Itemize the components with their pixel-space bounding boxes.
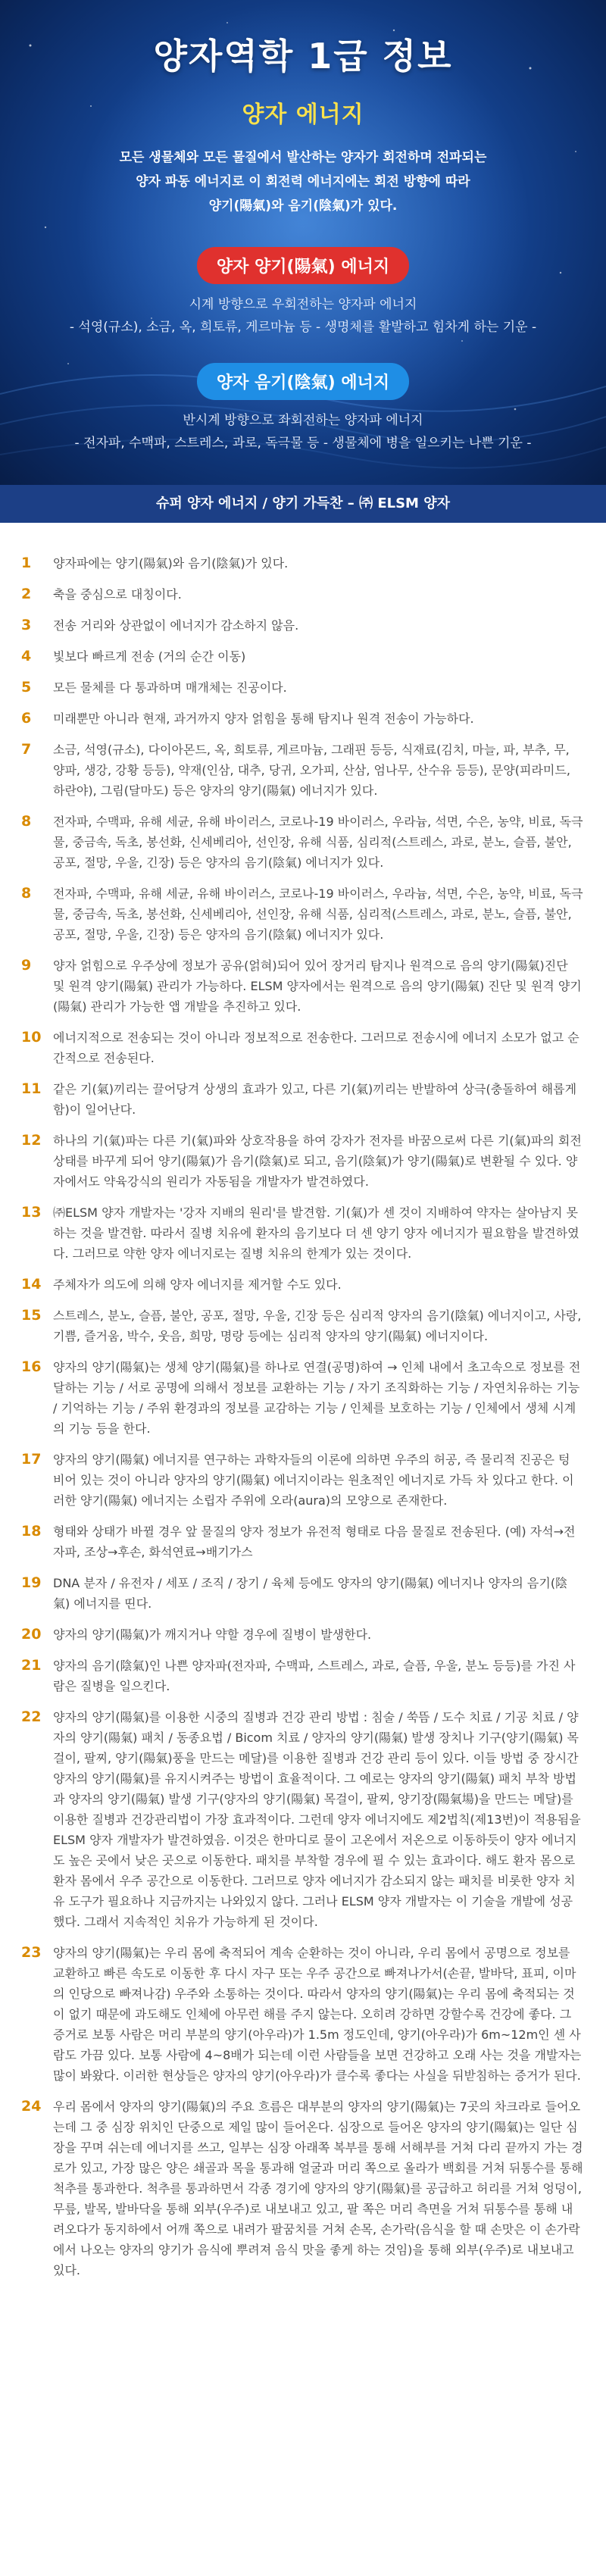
yang-energy-description: [0, 293, 606, 339]
list-item: [21, 646, 583, 667]
intro-line: 모든 생물체와 모든 물질에서 발산하는 양자가 회전하며 전파되는: [119, 150, 487, 165]
item-text: 같은 기(氣)끼리는 끌어당겨 상생의 효과가 있고, 다른 기(氣)끼리는 반발하여 상극(충돌하여 해롭게 함)이 일어난다.: [53, 1082, 577, 1117]
page-subtitle: 양자 에너지: [242, 102, 364, 128]
item-number: 9: [21, 957, 32, 974]
item-number: 19: [21, 1574, 42, 1591]
item-number: 8: [21, 885, 32, 902]
list-item: [21, 1079, 583, 1120]
item-text: 하나의 기(氣)파는 다른 기(氣)파와 상호작용을 하여 강자가 전자를 바꿈으로써 다른 기(氣)파의 회전 상태를 바꾸게 되어 양기(陽氣)가 음기(陰氣)로 되고, 음기(陰氣)가 양기(陽氣)로 변환될 수 있다. 양자에서도 약육강식의 원리가 자동됨을 개발자가 발견하였다.: [53, 1133, 582, 1189]
yang-line: 시계 방향으로 우회전하는 양자파 에너지: [189, 297, 417, 312]
list-item: [21, 708, 583, 729]
item-text: 축을 중심으로 대칭이다.: [53, 587, 182, 602]
hero-section: [0, 0, 606, 485]
item-text: 양자의 양기(陽氣)는 생체 양기(陽氣)를 하나로 연결(공명)하여 → 인체 내에서 초고속으로 정보를 전달하는 기능 / 서로 공명에 의해서 정보를 교환하는 기능 / 자기 조직화하는 기능 / 자연치유하는 기능 / 기억하는 기능 / 주위 환경과의 정보를 교감하는 기능 / 인체를 보호하는 기능 / 인체에서 생체 시계의 기능 등을 한다.: [53, 1360, 581, 1436]
yang-line: - 석영(규소), 소금, 옥, 희토류, 게르마늄 등 - 생명체를 활발하고 힘차게 하는 기운 -: [69, 320, 537, 335]
item-text: 양자 얽힘으로 우주상에 정보가 공유(얽혀)되어 있어 장거리 탐지나 원격으로 음의 양기(陽氣)진단 및 원격 양기(陽氣) 관리가 가능하다. ELSM 양자에서는 원격으로 음의 양기(陽氣) 진단 및 원격 양기(陽氣) 관리가 가능한 앱 개발을 추진하고 있다.: [53, 958, 582, 1014]
list-item: [21, 1707, 583, 1932]
list-item: [21, 883, 583, 945]
item-text: 전자파, 수맥파, 유해 세균, 유해 바이러스, 코로나-19 바이러스, 우라늄, 석면, 수은, 농약, 비료, 독극물, 중금속, 독초, 봉선화, 신세베리아, 선인장, 유해 식품, 심리적(스트레스, 과로, 분노, 슬픔, 불안, 공포, 절망, 우울, 긴장) 등은 양자의 음기(陰氣) 에너지가 있다.: [53, 886, 583, 942]
item-number: 13: [21, 1204, 42, 1221]
item-text: 양자의 음기(陰氣)인 나쁜 양자파(전자파, 수맥파, 스트레스, 과로, 슬픔, 우울, 분노 등등)를 가진 사람은 질병을 일으킨다.: [53, 1658, 576, 1693]
list-item: [21, 1027, 583, 1068]
list-item: [21, 1573, 583, 1614]
item-text: 스트레스, 분노, 슬픔, 불안, 공포, 절망, 우울, 긴장 등은 심리적 양자의 음기(陰氣) 에너지이고, 사랑, 기쁨, 즐거움, 박수, 웃음, 희망, 명랑 등에는 심리적 양자의 양기(陽氣) 에너지이다.: [53, 1308, 582, 1343]
list-item: [21, 1357, 583, 1439]
list-item: [21, 1655, 583, 1696]
item-text: 주체자가 의도에 의해 양자 에너지를 제거할 수도 있다.: [53, 1277, 342, 1292]
item-number: 18: [21, 1523, 42, 1540]
item-number: 8: [21, 813, 32, 830]
list-item: [21, 553, 583, 574]
item-text: 전자파, 수맥파, 유해 세균, 유해 바이러스, 코로나-19 바이러스, 우라늄, 석면, 수은, 농약, 비료, 독극물, 중금속, 독초, 봉선화, 신세베리아, 선인장, 유해 식품, 심리적(스트레스, 과로, 분노, 슬픔, 불안, 공포, 절망, 우울, 긴장) 등은 양자의 음기(陰氣) 에너지가 있다.: [53, 814, 583, 870]
item-text: DNA 분자 / 유전자 / 세포 / 조직 / 장기 / 육체 등에도 양자의 양기(陽氣) 에너지나 양자의 음기(陰氣) 에너지를 띤다.: [53, 1576, 568, 1611]
item-number: 15: [21, 1307, 42, 1324]
intro-line: 양자 파동 에너지로 이 회전력 에너지에는 회전 방향에 따라: [136, 174, 470, 189]
item-text: ㈜ELSM 양자 개발자는 '강자 지배의 원리'를 발견함. 기(氣)가 센 것이 지배하여 약자는 살아남지 못하는 것을 발견함. 따라서 질병 치유에 환자의 음기보다 더 센 양기 양자 에너지가 필요함을 발견하였다. 그러므로 약한 양자 에너지로는 질병 치유의 한계가 있는 것이다.: [53, 1205, 579, 1261]
list-item: [21, 1521, 583, 1562]
list-item: [21, 677, 583, 698]
item-number: 14: [21, 1276, 42, 1293]
item-text: 양자의 양기(陽氣)가 깨지거나 약할 경우에 질병이 발생한다.: [53, 1627, 372, 1642]
item-number: 10: [21, 1029, 42, 1046]
item-text: 에너지적으로 전송되는 것이 아니라 정보적으로 전송한다. 그러므로 전송시에 에너지 소모가 없고 순간적으로 전송된다.: [53, 1030, 579, 1065]
item-text: 소금, 석영(규소), 다이아몬드, 옥, 희토류, 게르마늄, 그래핀 등등, 식재료(김치, 마늘, 파, 부추, 무, 양파, 생강, 강황 등등), 약재(인삼, 대추, 당귀, 오가피, 산삼, 엄나무, 산수유 등등), 문양(피라미드, 하란야), 그림(달마도) 등은 양자의 양기(陽氣) 에너지가 있다.: [53, 742, 570, 798]
numbered-list: [0, 523, 606, 2281]
section-banner: 슈퍼 양자 에너지 / 양기 가득찬 – ㈜ ELSM 양자: [0, 485, 606, 523]
item-text: 모든 물체를 다 통과하며 매개체는 진공이다.: [53, 680, 287, 695]
yang-energy-label: 양자 양기(陽氣) 에너지: [197, 247, 409, 284]
list-item: [21, 584, 583, 605]
yin-line: - 전자파, 수맥파, 스트레스, 과로, 독극물 등 - 생물체에 병을 일으키는 나쁜 기운 -: [74, 436, 532, 451]
item-text: 형태와 상태가 바뀔 경우 앞 물질의 양자 정보가 유전적 형태로 다음 물질로 전송된다. (예) 자석→전자파, 조상→후손, 화석연료→배기가스: [53, 1524, 576, 1559]
item-number: 5: [21, 679, 32, 696]
item-number: 12: [21, 1132, 42, 1149]
list-item: [21, 1624, 583, 1645]
item-number: 23: [21, 1944, 42, 1961]
item-text: 양자의 양기(陽氣)를 이용한 시중의 질병과 건강 관리 방법 : 침술 / 쑥뜸 / 도수 치료 / 기공 치료 / 양자의 양기(陽氣) 패치 / 동종요법 / Bicom 치료 / 양자의 양기(陽氣) 발생 장치나 기구(양기(陽氣) 목걸이, 팔찌, 양기(陽氣)풍을 만드는 메달)를 이용한 질병과 건강 관리 등이 있다. 이들 방법 중 장시간 양자의 양기(陽氣)를 유지시켜주는 방법이 효율적이다. 그 예로는 양자의 양기(陽氣) 패치 부착 방법과 양자의 양기(陽氣) 발생 기구(양자의 양기(陽氣) 목걸이, 팔찌, 양기장(陽氣場)을 만드는 메달)를 이용한 질병과 건강관리법이 가장 효과적이다. 그런데 양자 에너지에도 제2법칙(제13번)이 적용됨을 ELSM 양자 개발자가 발견하였음. 이것은 한마디로 물이 고온에서 저온으로 이동하듯이 양자 에너지도 높은 곳에서 낮은 곳으로 이동한다. 패치를 부착할 경우에 필 수 있는 효과이다. 해도 환자 몸으로 환자 몸에서 우주 공간으로 이동한다. 그러므로 양자 에너지가 감소되지 않는 패치를 비롯한 양자 치유 도구가 필요하나 지금까지는 나와있지 않다. 그러나 ELSM 양자 개발자는 이 기술을 개발에 성공했다. 그래서 지속적인 치유가 가능하게 된 것이다.: [53, 1710, 581, 1929]
item-number: 16: [21, 1358, 42, 1375]
item-number: 22: [21, 1708, 42, 1725]
item-text: 전송 거리와 상관없이 에너지가 감소하지 않음.: [53, 618, 299, 633]
item-number: 6: [21, 710, 32, 727]
list-item: [21, 2096, 583, 2281]
yin-energy-description: [0, 409, 606, 455]
list-item: [21, 1202, 583, 1264]
item-text: 양자의 양기(陽氣) 에너지를 연구하는 과학자들의 이론에 의하면 우주의 허공, 즉 물리적 진공은 텅 비어 있는 것이 아니라 양자의 양기(陽氣) 에너지이라는 원초적인 에너지로 가득 차 있다고 한다. 이러한 양기(陽氣) 에너지는 소립자 주위에 오라(aura)의 모양으로 존재한다.: [53, 1452, 574, 1508]
item-number: 17: [21, 1451, 42, 1468]
list-item: [21, 1130, 583, 1192]
list-item: [21, 1305, 583, 1346]
page-title: 양자역학 1급 정보: [153, 36, 453, 77]
item-number: 21: [21, 1657, 42, 1674]
item-number: 20: [21, 1626, 42, 1643]
intro-text: [0, 145, 606, 218]
list-item: [21, 615, 583, 636]
yin-line: 반시계 방향으로 좌회전하는 양자파 에너지: [183, 413, 423, 428]
list-item: [21, 811, 583, 873]
item-number: 2: [21, 586, 32, 602]
item-text: 양자파에는 양기(陽氣)와 음기(陰氣)가 있다.: [53, 556, 289, 571]
item-number: 11: [21, 1080, 42, 1097]
item-number: 7: [21, 741, 32, 758]
item-text: 빛보다 빠르게 전송 (거의 순간 이동): [53, 649, 246, 664]
item-number: 1: [21, 555, 32, 571]
item-text: 우리 몸에서 양자의 양기(陽氣)의 주요 흐름은 대부분의 양자의 양기(陽氣)는 7곳의 차크라로 들어오는데 그 중 심장 위치인 단중으로 제일 많이 들어온다. 심장으로 들어온 양자의 양기(陽氣)는 일단 심장을 꾸며 쉬는데 에너지를 쓰고, 일부는 심장 아래쪽 복부를 통해 서해부를 거쳐 다리 끝까지 가는 경로가 있고, 가장 많은 양은 쇄골과 목을 통과해 얼굴과 머리 쪽으로 올라가 백회를 거쳐 뒤통수를 통해 척추를 통과한다. 척추를 통과하면서 각종 경기에 양자의 양기(陽氣)를 공급하고 허리를 거쳐 엉덩이, 무릎, 발목, 발바닥을 통해 외부(우주)로 내보내고 있고, 팔 쪽은 머리 측면을 거쳐 뒤통수를 통해 내려오다가 동지하에서 어깨 쪽으로 내려가 팔꿈치를 거쳐 손목, 손가락(음식을 할 때 손맛은 이 손가락에서 나오는 양자의 양기가 음식에 뿌려져 음식 맛을 좋게 하는 것임)을 통해 외부(우주)로 내보내고 있다.: [53, 2099, 583, 2277]
yin-energy-label: 양자 음기(陰氣) 에너지: [197, 363, 409, 400]
list-item: [21, 1449, 583, 1511]
list-item: [21, 955, 583, 1017]
list-item: [21, 1274, 583, 1295]
item-number: 3: [21, 617, 32, 633]
list-item: [21, 739, 583, 801]
item-number: 24: [21, 2098, 42, 2115]
item-number: 4: [21, 648, 32, 664]
item-text: 미래뿐만 아니라 현재, 과거까지 양자 얽힘을 통해 탐지나 원격 전송이 가능하다.: [53, 711, 474, 726]
list-item: [21, 1943, 583, 2086]
intro-line: 양기(陽氣)와 음기(陰氣)가 있다.: [208, 199, 398, 214]
item-text: 양자의 양기(陽氣)는 우리 몸에 축적되어 계속 순환하는 것이 아니라, 우리 몸에서 공명으로 정보를 교환하고 빠른 속도로 이동한 후 다시 자구 또는 우주 공간으로 빠져나가서(손끝, 발바닥, 표피, 이마의 인당으로 빠져나감) 우주와 소통하는 것이다. 따라서 양자의 양기(陽氣)는 우리 몸에 축적되는 것이 없기 때문에 과도해도 인체에 아무런 해를 주지 않는다. 오히려 강하면 강할수록 건강에 좋다. 그 증거로 보통 사람은 머리 부분의 양기(아우라)가 1.5m 정도인데, 양기(아우라)가 6m~12m인 센 사람도 가끔 있다. 보통 사람에 4~8배가 되는데 이런 사람들을 보면 건강하고 오래 사는 것을 개발자는 많이 봐왔다. 이러한 현상들은 양자의 양기(아우라)가 클수록 좋다는 사실을 뒤받침하는 증거가 된다.: [53, 1946, 582, 2083]
